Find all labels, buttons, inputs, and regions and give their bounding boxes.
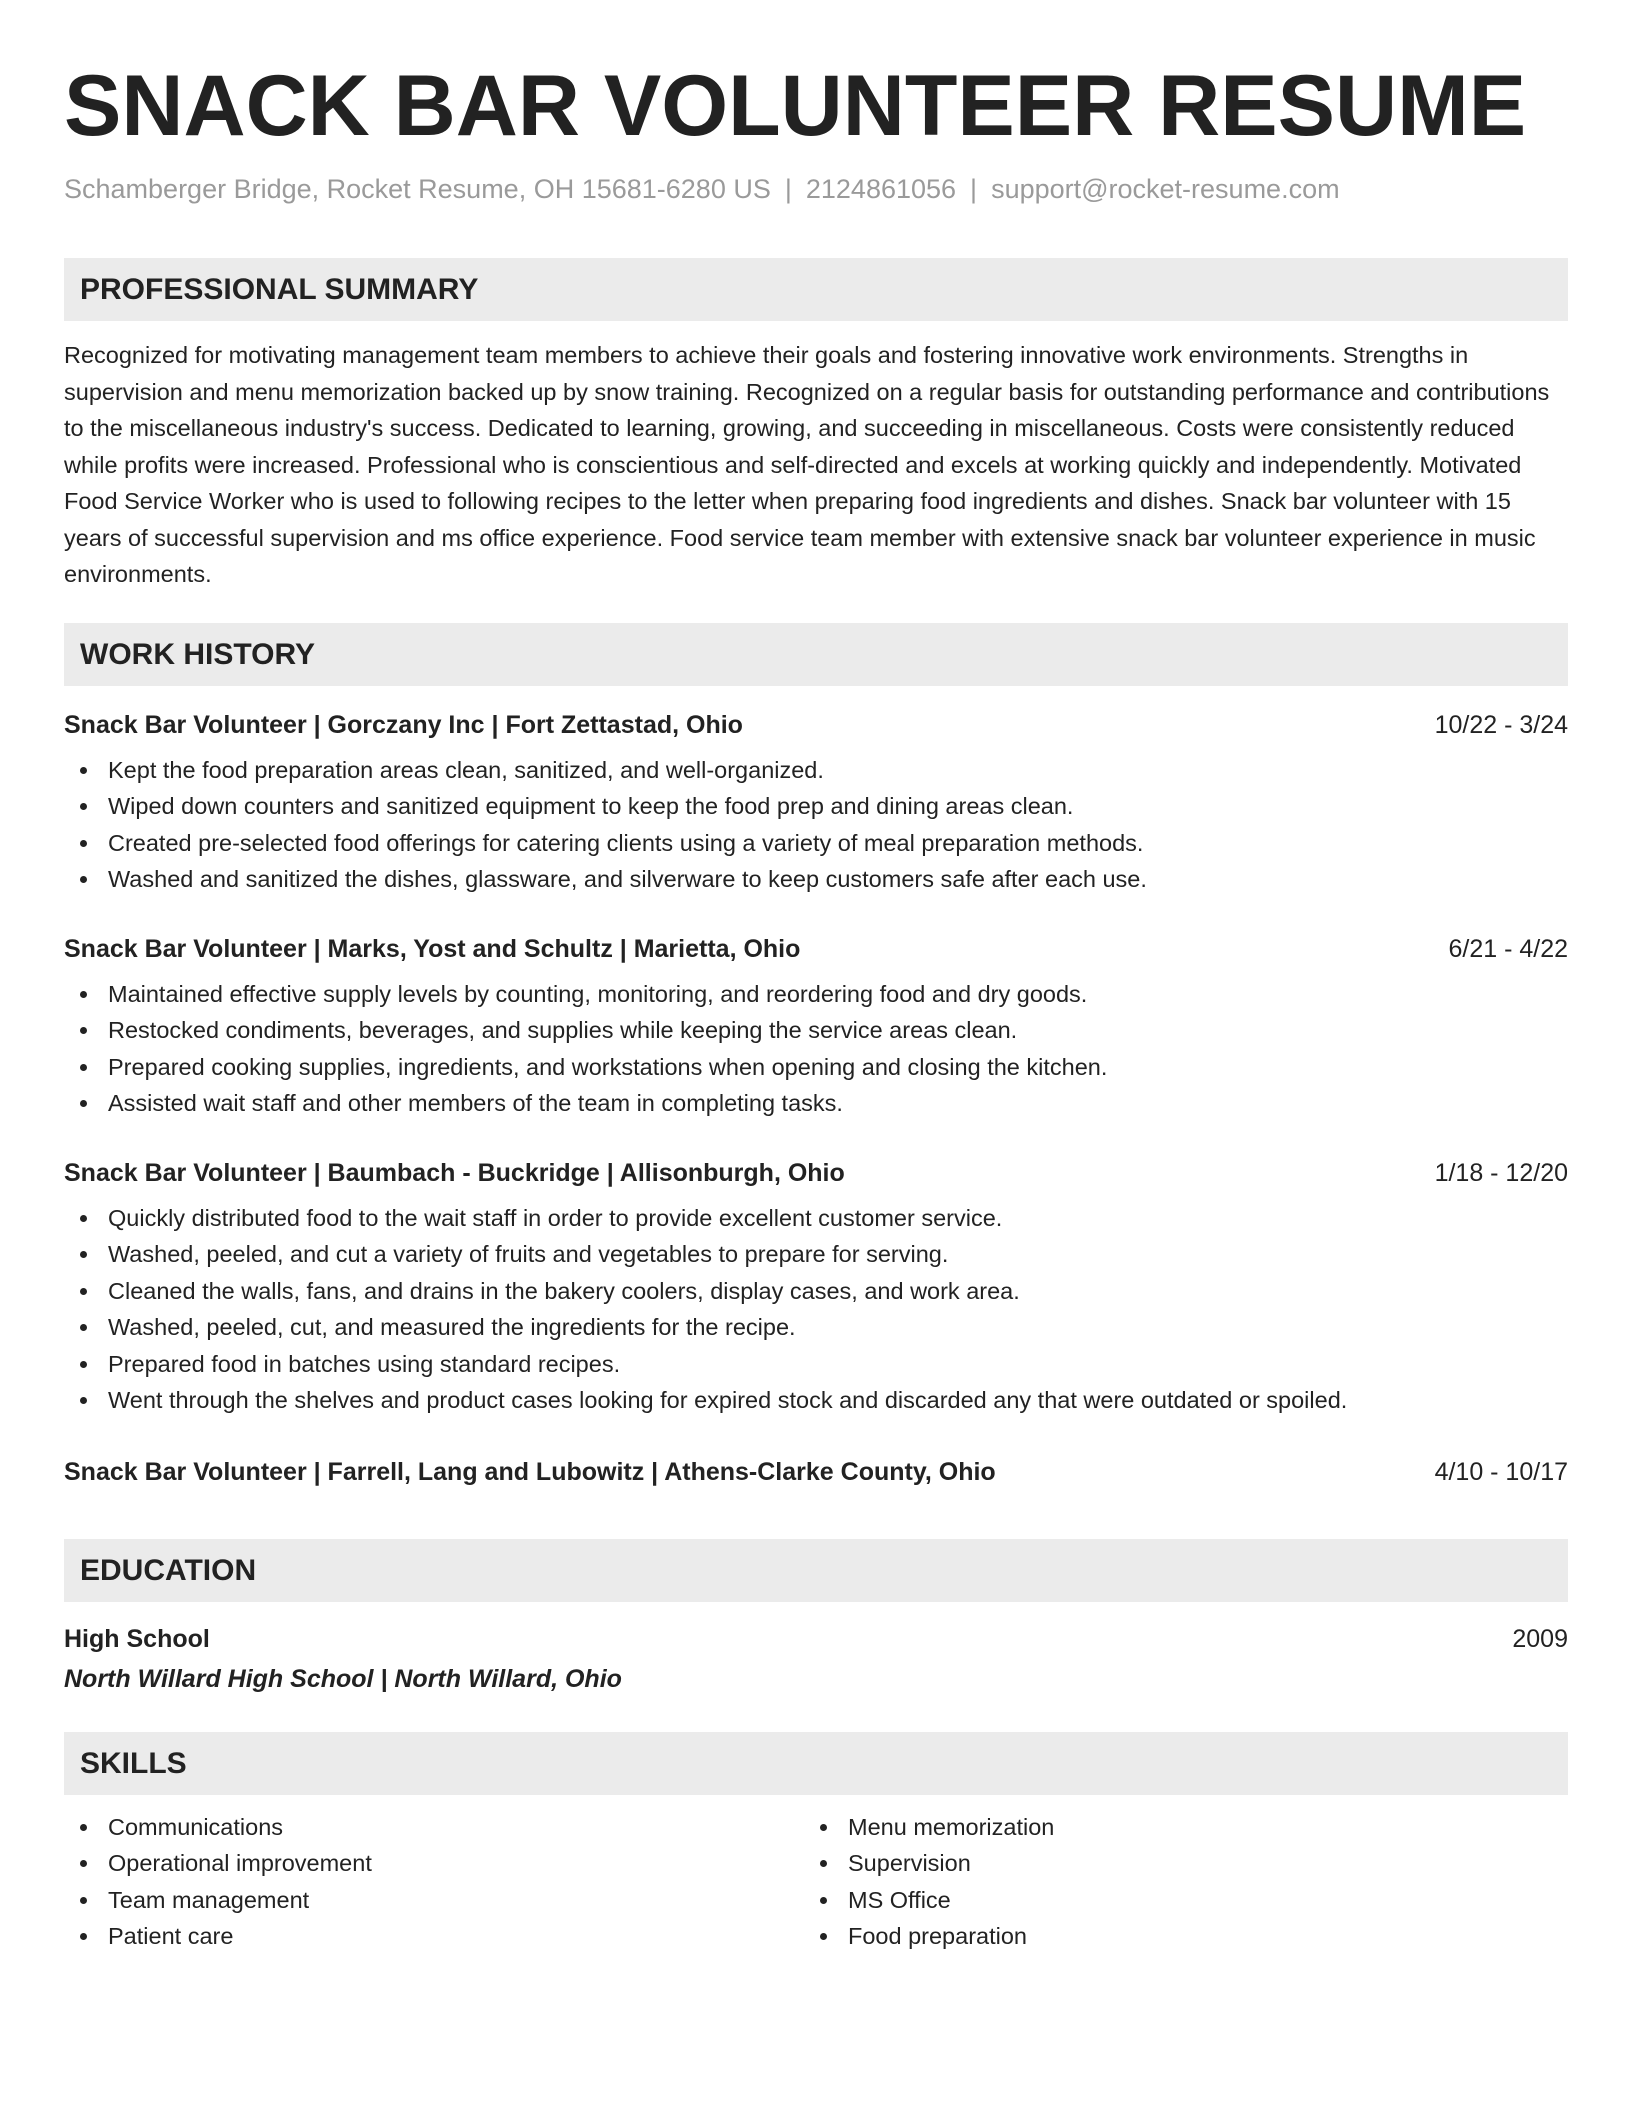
contact-address: Schamberger Bridge, Rocket Resume, OH 15681-6280 US	[64, 174, 771, 204]
contact-separator: |	[970, 174, 978, 204]
job-heading-row	[64, 932, 1568, 966]
job-heading-row	[64, 1156, 1568, 1190]
job-bullet: Assisted wait staff and other members of the team in completing tasks.	[64, 1085, 1568, 1122]
job-entry	[64, 708, 1568, 898]
summary-text: Recognized for motivating management team members to achieve their goals and fostering innovative work environments. Strengths in supervision and menu memorization backed up by snow training. Recognized on a regular basis for outstanding performance and contributions to the miscellaneous industry's success. Dedicated to learning, growing, and succeeding in miscellaneous. Costs were consistently reduced while profits were increased. Professional who is conscientious and self-directed and excels at working quickly and independently. Motivated Food Service Worker who is used to following recipes to the letter when preparing food ingredients and dishes. Snack bar volunteer with 15 years of successful supervision and ms office experience. Food service team member with extensive snack bar volunteer experience in music environments.	[64, 342, 1550, 587]
skill-item: MS Office	[804, 1882, 1544, 1919]
contact-separator: |	[784, 174, 792, 204]
skills-list-right	[804, 1809, 1544, 1955]
job-bullet: Quickly distributed food to the wait staff in order to provide excellent customer service.	[64, 1200, 1568, 1237]
skill-item: Food preparation	[804, 1918, 1544, 1955]
education-school: North Willard High School | North Willard, Ohio	[64, 1664, 622, 1693]
education-row	[64, 1622, 1568, 1656]
job-bullet: Restocked condiments, beverages, and supplies while keeping the service areas clean.	[64, 1012, 1568, 1049]
education-degree: High School	[64, 1624, 210, 1653]
skill-item: Operational improvement	[64, 1845, 804, 1882]
resume-title: SNACK BAR VOLUNTEER RESUME	[64, 58, 1527, 154]
job-heading: Snack Bar Volunteer | Marks, Yost and Schultz | Marietta, Ohio	[64, 934, 801, 963]
summary-section-header: PROFESSIONAL SUMMARY	[64, 258, 1568, 321]
education-year: 2009	[1512, 1624, 1568, 1653]
job-bullet: Prepared cooking supplies, ingredients, and workstations when opening and closing the kitchen.	[64, 1049, 1568, 1086]
skills-columns	[64, 1809, 1568, 1955]
skill-item: Communications	[64, 1809, 804, 1846]
job-bullet: Maintained effective supply levels by counting, monitoring, and reordering food and dry goods.	[64, 976, 1568, 1013]
job-heading-row	[64, 708, 1568, 742]
job-bullet: Cleaned the walls, fans, and drains in the bakery coolers, display cases, and work area.	[64, 1273, 1568, 1310]
job-bullet: Created pre-selected food offerings for catering clients using a variety of meal preparation methods.	[64, 825, 1568, 862]
skills-section-header: SKILLS	[64, 1732, 1568, 1795]
job-bullet: Prepared food in batches using standard recipes.	[64, 1346, 1568, 1383]
skill-item: Menu memorization	[804, 1809, 1544, 1846]
job-heading: Snack Bar Volunteer | Farrell, Lang and Lubowitz | Athens-Clarke County, Ohio	[64, 1457, 996, 1486]
job-bullets	[64, 1200, 1568, 1419]
job-entry	[64, 1455, 1568, 1489]
job-heading-row	[64, 1455, 1568, 1489]
job-bullet: Kept the food preparation areas clean, sanitized, and well-organized.	[64, 752, 1568, 789]
resume-page	[64, 0, 1568, 1955]
education-section-header: EDUCATION	[64, 1539, 1568, 1602]
job-bullet: Went through the shelves and product cases looking for expired stock and discarded any that were outdated or spoiled.	[64, 1382, 1568, 1419]
job-entry	[64, 1156, 1568, 1419]
job-entry	[64, 932, 1568, 1122]
contact-email: support@rocket-resume.com	[991, 174, 1340, 204]
job-dates: 10/22 - 3/24	[1434, 710, 1568, 739]
job-bullet: Washed, peeled, and cut a variety of fruits and vegetables to prepare for serving.	[64, 1236, 1568, 1273]
skill-item: Patient care	[64, 1918, 804, 1955]
contact-line	[64, 172, 1568, 206]
job-dates: 1/18 - 12/20	[1434, 1158, 1568, 1187]
job-dates: 4/10 - 10/17	[1434, 1457, 1568, 1486]
skill-item: Team management	[64, 1882, 804, 1919]
job-heading: Snack Bar Volunteer | Gorczany Inc | Fort Zettastad, Ohio	[64, 710, 743, 739]
job-heading: Snack Bar Volunteer | Baumbach - Buckridge | Allisonburgh, Ohio	[64, 1158, 845, 1187]
skills-list-left	[64, 1809, 804, 1955]
contact-phone: 2124861056	[805, 174, 957, 204]
work-history-section-header: WORK HISTORY	[64, 623, 1568, 686]
job-bullet: Wiped down counters and sanitized equipment to keep the food prep and dining areas clean.	[64, 788, 1568, 825]
job-bullets	[64, 976, 1568, 1122]
job-dates: 6/21 - 4/22	[1448, 934, 1568, 963]
job-bullets	[64, 752, 1568, 898]
job-bullet: Washed, peeled, cut, and measured the ingredients for the recipe.	[64, 1309, 1568, 1346]
skill-item: Supervision	[804, 1845, 1544, 1882]
job-bullet: Washed and sanitized the dishes, glassware, and silverware to keep customers safe after each use.	[64, 861, 1568, 898]
